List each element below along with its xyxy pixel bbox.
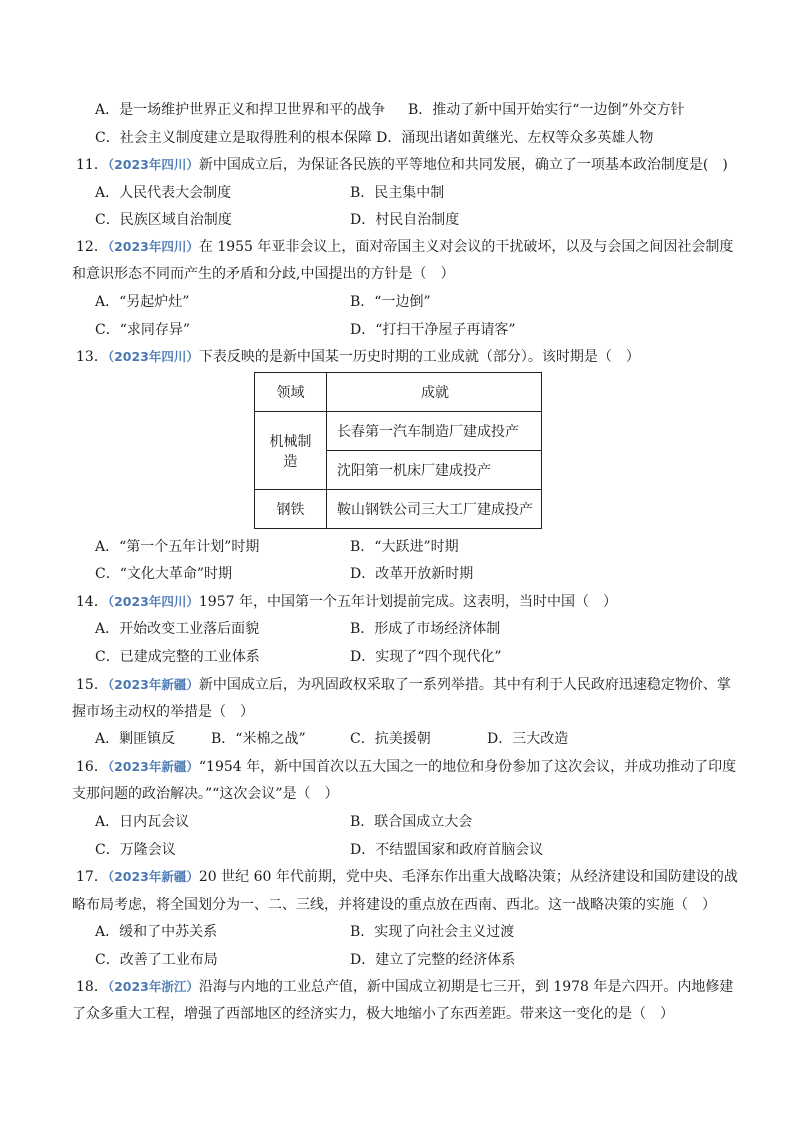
- q11-option-b: B．民主集中制: [350, 185, 445, 201]
- q16-option-b: B．联合国成立大会: [350, 814, 473, 830]
- q12-option-c: C．“求同存异”: [95, 322, 191, 338]
- table-cell-machinery: 机械制造: [255, 412, 327, 490]
- q13-stem: 13．（2023年四川）下表反映的是新中国某一历史时期的工业成就（部分）。该时期是（ ）: [76, 349, 640, 365]
- q12-stem-cont: 和意识形态不同而产生的矛盾和分歧,中国提出的方针是（ ）: [72, 266, 455, 282]
- q16-option-c: C．万隆会议: [95, 842, 176, 858]
- q11-stem: 11．（2023年四川）新中国成立后，为保证各民族的平等地位和共同发展，确立了一项基本政治制度是( ): [76, 157, 728, 173]
- q11-option-a: A．人民代表大会制度: [95, 185, 232, 201]
- q11-option-c: C．民族区域自治制度: [95, 212, 232, 228]
- q16-option-a: A．日内瓦会议: [95, 814, 190, 830]
- q16-option-d: D．不结盟国家和政府首脑会议: [350, 842, 544, 858]
- q14-stem: 14．（2023年四川）1957 年，中国第一个五年计划提前完成。这表明，当时中国（ ）: [76, 594, 617, 610]
- table-header-achievement: 成就: [327, 373, 542, 412]
- q12-option-b: B．“一边倒”: [350, 294, 431, 310]
- q11-option-d: D．村民自治制度: [350, 212, 460, 228]
- q16-source: （2023年新疆）: [107, 759, 199, 774]
- q15-option-b: B．“米棉之战”: [211, 731, 306, 747]
- q14-option-a: A．开始改变工业落后面貌: [95, 621, 260, 637]
- q15-option-d: D．三大改造: [487, 731, 569, 747]
- q10-option-a: A．是一场维护世界正义和捍卫世界和平的战争: [95, 102, 386, 118]
- q13-option-c: C．“文化大革命”时期: [95, 566, 233, 582]
- table-cell-row1: 长春第一汽车制造厂建成投产: [327, 412, 542, 451]
- q10-option-c: C．社会主义制度建立是取得胜利的根本保障 D．涌现出诸如黄继光、左权等众多英雄人物: [95, 130, 654, 146]
- q10-option-d: D．涌现出诸如黄继光、左权等众多英雄人物: [376, 130, 654, 146]
- q13-option-b: B．“大跃进”时期: [350, 539, 459, 555]
- table-header-field: 领域: [255, 373, 327, 412]
- q17-option-b: B．实现了向社会主义过渡: [350, 924, 515, 940]
- q17-option-c: C．改善了工业布局: [95, 952, 218, 968]
- q17-source: （2023年新疆）: [107, 869, 199, 884]
- q12-source: （2023年四川）: [107, 239, 199, 254]
- q13-option-a: A．“第一个五年计划”时期: [95, 539, 260, 555]
- q15-option-c: C．抗美援朝: [350, 731, 431, 747]
- achievement-table: [254, 372, 542, 529]
- q11-source: （2023年四川）: [107, 157, 199, 172]
- q15-source: （2023年新疆）: [107, 677, 199, 692]
- q18-stem: 18．（2023年浙江）沿海与内地的工业总产值，新中国成立初期是七三开，到 1978 年是六四开。内地修建: [76, 979, 734, 995]
- q17-stem: 17．（2023年新疆）20 世纪 60 年代前期，党中央、毛泽东作出重大战略决策；从经济建设和国防建设的战: [76, 869, 738, 885]
- q10-option-b: B．推动了新中国开始实行“一边倒”外交方针: [408, 102, 685, 118]
- q17-option-a: A．缓和了中苏关系: [95, 924, 218, 940]
- q13-source: （2023年四川）: [107, 349, 199, 364]
- table-cell-row2: 沈阳第一机床厂建成投产: [327, 451, 542, 490]
- q14-source: （2023年四川）: [107, 594, 199, 609]
- q14-option-b: B．形成了市场经济体制: [350, 621, 501, 637]
- q15-option-a: A．剿匪镇反: [95, 731, 176, 747]
- q14-option-d: D．实现了“四个现代化”: [350, 649, 502, 665]
- table-cell-row3: 鞍山钢铁公司三大工厂建成投产: [327, 490, 542, 529]
- q15-stem-cont: 握市场主动权的举措是（ ）: [72, 704, 254, 720]
- table-cell-steel: 钢铁: [255, 490, 327, 529]
- q13-option-d: D．改革开放新时期: [350, 566, 474, 582]
- q12-option-d: D．“打扫干净屋子再请客”: [350, 322, 516, 338]
- q12-stem: 12．（2023年四川）在 1955 年亚非会议上，面对帝国主义对会议的干扰破坏，以及与会国之间因社会制度: [76, 239, 734, 255]
- q12-option-a: A．“另起炉灶”: [95, 294, 190, 310]
- q15-stem: 15．（2023年新疆）新中国成立后，为巩固政权采取了一系列举措。其中有利于人民政府迅速稳定物价、掌: [76, 677, 731, 693]
- q17-option-d: D．建立了完整的经济体系: [350, 952, 516, 968]
- q18-source: （2023年浙江）: [107, 979, 199, 994]
- q16-stem-cont: 支那问题的政治解决。”“这次会议”是（ ）: [72, 786, 339, 802]
- q17-stem-cont: 略布局考虑，将全国划分为一、二、三线，并将建设的重点放在西南、西北。这一战略决策的实施（ ）: [72, 897, 716, 913]
- q14-option-c: C．已建成完整的工业体系: [95, 649, 260, 665]
- q16-stem: 16．（2023年新疆）“1954 年，新中国首次以五大国之一的地位和身份参加了这次会议，并成功推动了印度: [76, 759, 737, 775]
- q18-stem-cont: 了众多重大工程，增强了西部地区的经济实力，极大地缩小了东西差距。带来这一变化的是（ ）: [72, 1006, 674, 1022]
